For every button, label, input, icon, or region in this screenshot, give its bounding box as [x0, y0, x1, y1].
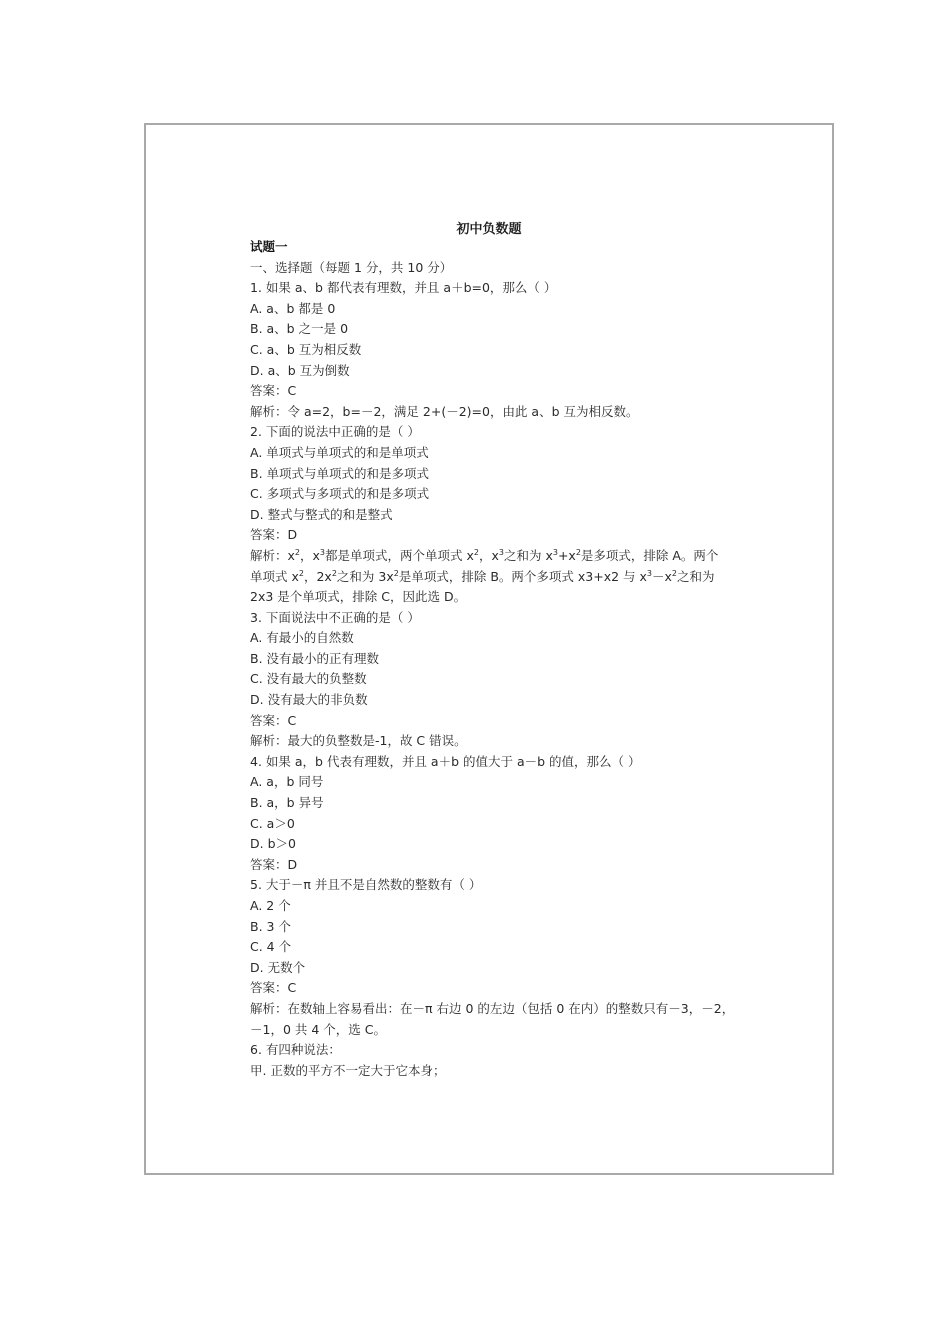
question-1-answer: 答案：C [250, 383, 297, 399]
question-5-answer: 答案：C [250, 980, 297, 996]
question-6-stem: 6. 有四种说法： [250, 1042, 341, 1058]
question-5-analysis-line-1: 解析：在数轴上容易看出：在－π 右边 0 的左边（包括 0 在内）的整数只有－3，－2， [250, 1000, 735, 1016]
question-1-option-a: A. a、b 都是 0 [250, 300, 336, 316]
question-4-option-d: D. b＞0 [250, 836, 296, 852]
question-5-option-a: A. 2 个 [250, 898, 291, 913]
question-4-option-a: A. a，b 同号 [250, 774, 324, 790]
question-1-option-c: C. a、b 互为相反数 [250, 341, 362, 357]
question-3-answer: 答案：C [250, 712, 297, 728]
document-content [250, 237, 735, 1081]
question-2-stem: 2. 下面的说法中正确的是（ ） [250, 424, 420, 440]
question-3-option-b: B. 没有最小的正有理数 [250, 650, 380, 666]
question-2-analysis: 解析：$x^2$，$x^3$都是单项式，两个单项式 $x^2$，$x^3$之和为 $x^3+x^2$是多项式，排除 A。两个单项式 $x^2$，$2x^2$之和为 $3x^2$是单项式，排除 B。两个多项式 x3+x2 与 $x^3-x^2$之和为 2x3 是个单项式，排除 C，因此选 D。 [250, 547, 719, 605]
question-1-analysis: 解析：令 a=2，b=－2，满足 2+(－2)=0，由此 a、b 互为相反数。 [250, 403, 639, 419]
question-5-analysis-line-2: －1，0 共 4 个，选 C。 [250, 1021, 386, 1037]
question-1-option-b: B. a、b 之一是 0 [250, 321, 349, 337]
question-3-option-a: A. 有最小的自然数 [250, 630, 354, 646]
question-3-stem: 3. 下面说法中不正确的是（ ） [250, 609, 420, 625]
question-4-option-b: B. a，b 异号 [250, 795, 324, 811]
part-heading: 一、选择题（每题 1 分，共 10 分） [250, 259, 453, 275]
question-4-answer: 答案：D [250, 856, 298, 872]
question-6-item-1: 甲. 正数的平方不一定大于它本身； [250, 1062, 446, 1078]
document-title: 初中负数题 [456, 222, 522, 237]
question-5-stem: 5. 大于－π 并且不是自然数的整数有（ ） [250, 877, 482, 893]
question-4-stem: 4. 如果 a，b 代表有理数，并且 a＋b 的值大于 a－b 的值，那么（ ） [250, 753, 641, 769]
question-2-answer: 答案：D [250, 527, 298, 543]
question-4-option-c: C. a＞0 [250, 815, 295, 831]
question-2-option-d: D. 整式与整式的和是整式 [250, 506, 393, 522]
question-1-option-d: D. a、b 互为倒数 [250, 362, 350, 378]
section-title: 试题一 [250, 239, 288, 254]
question-1-stem: 1. 如果 a、b 都代表有理数，并且 a＋b=0，那么（ ） [250, 280, 557, 296]
question-2-option-c: C. 多项式与多项式的和是多项式 [250, 486, 430, 502]
question-5-option-c: C. 4 个 [250, 939, 292, 955]
question-3-option-c: C. 没有最大的负整数 [250, 671, 367, 687]
document-page [144, 123, 834, 1175]
question-2-option-a: A. 单项式与单项式的和是单项式 [250, 444, 429, 460]
question-5-option-b: B. 3 个 [250, 918, 291, 934]
question-3-option-d: D. 没有最大的非负数 [250, 692, 368, 708]
question-3-analysis: 解析：最大的负整数是-1，故 C 错误。 [250, 733, 467, 749]
question-2-option-b: B. 单项式与单项式的和是多项式 [250, 465, 430, 481]
question-5-option-d: D. 无数个 [250, 959, 306, 975]
